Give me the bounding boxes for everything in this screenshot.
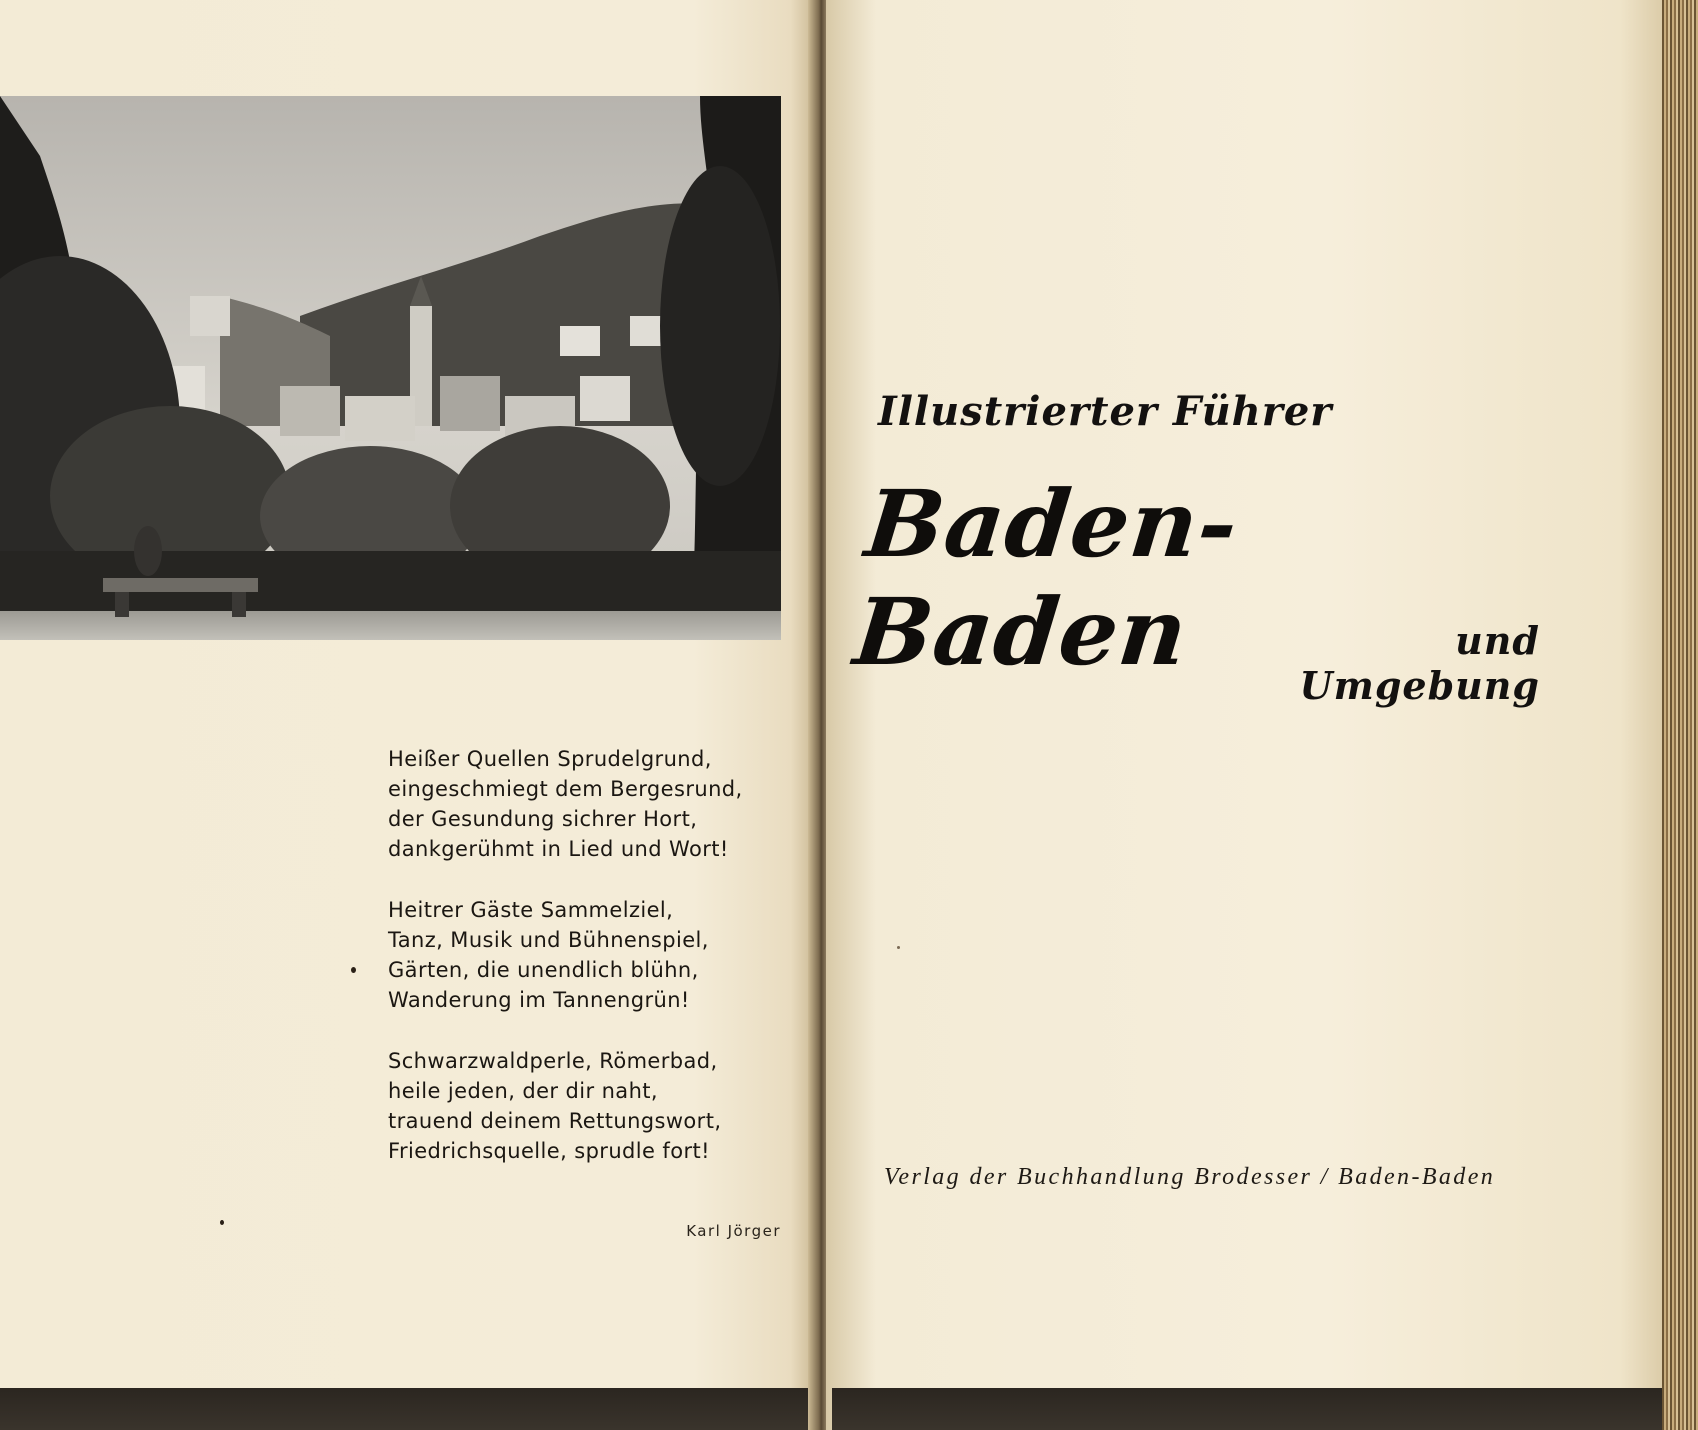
poem-line: Gärten, die unendlich blühn, (388, 958, 699, 982)
poem-line: Heitrer Gäste Sammelziel, (388, 898, 674, 922)
publisher-line: Verlag der Buchhandlung Brodesser / Baden-Baden (884, 1164, 1496, 1190)
title-small: Illustrierter Führer (878, 388, 1333, 435)
bottom-band-left (0, 1388, 808, 1430)
poem-stanza-3 (388, 1046, 788, 1166)
poem-author: Karl Jörger (686, 1222, 781, 1240)
poem-line: trauend deinem Rettungswort, (388, 1109, 722, 1133)
poem-line: Friedrichsquelle, sprudle fort! (388, 1139, 710, 1163)
poem-line: Schwarzwaldperle, Römerbad, (388, 1049, 718, 1073)
poem-stanza-1 (388, 744, 788, 864)
poem-line: heile jeden, der dir naht, (388, 1079, 658, 1103)
poem-stanza-2 (388, 895, 788, 1015)
right-page (826, 0, 1662, 1430)
poem-line: der Gesundung sichrer Hort, (388, 807, 698, 831)
baden-baden-town-photo-icon (0, 96, 781, 640)
poem-line: Tanz, Musik und Bühnenspiel, (388, 928, 709, 952)
paper-speck (220, 1220, 224, 1225)
poem (388, 744, 788, 1197)
paper-speck (351, 967, 356, 973)
paper-speck (897, 946, 900, 949)
poem-line: Heißer Quellen Sprudelgrund, (388, 747, 712, 771)
bottom-band-right (832, 1388, 1662, 1430)
poem-line: dankgerühmt in Lied und Wort! (388, 837, 729, 861)
page-edges (1662, 0, 1698, 1430)
poem-line: eingeschmiegt dem Bergesrund, (388, 777, 743, 801)
title-sub: und Umgebung (1299, 618, 1540, 708)
poem-line: Wanderung im Tannengrün! (388, 988, 690, 1012)
title-big: Baden-Baden (849, 470, 1244, 686)
town-photo (0, 96, 781, 640)
